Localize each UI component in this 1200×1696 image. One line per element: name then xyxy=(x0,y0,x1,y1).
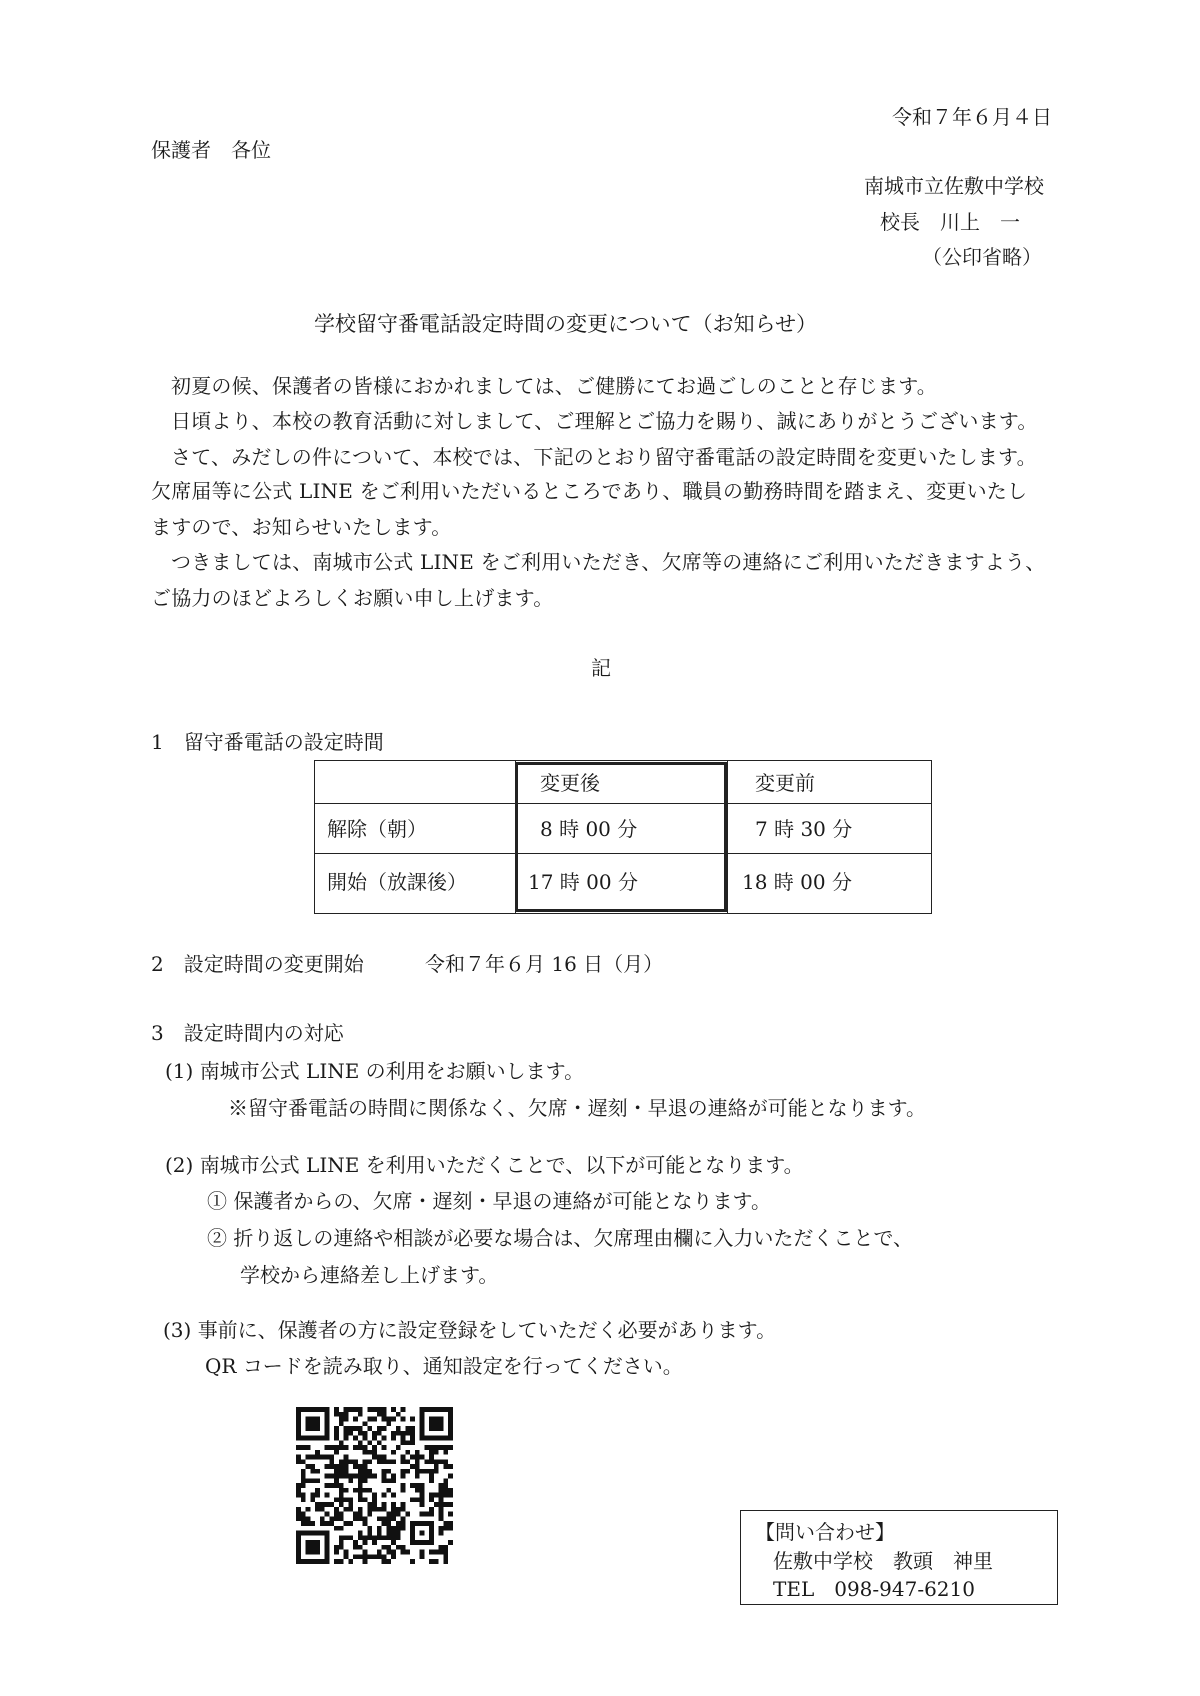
body-line-4: 欠席届等に公式 LINE をご利用いただいるところであり、職員の勤務時間を踏まえ、変更いたし xyxy=(151,479,1028,503)
section3-item2-b: ② 折り返しの連絡や相談が必要な場合は、欠席理由欄に入力いただくことで、 xyxy=(207,1226,913,1250)
section2-value: 令和７年６月 16 日（月） xyxy=(425,952,664,976)
sender-school: 南城市立佐敷中学校 xyxy=(864,174,1044,198)
section3-item1-note: ※留守番電話の時間に関係なく、欠席・遅刻・早退の連絡が可能となります。 xyxy=(228,1096,926,1120)
addressee: 保護者 各位 xyxy=(151,138,271,162)
table-cell-after: 17 時 00 分 xyxy=(528,870,638,894)
table-cell-before: 7 時 30 分 xyxy=(755,817,853,841)
section3-item2: (2) 南城市公式 LINE を利用いただくことで、以下が可能となります。 xyxy=(165,1153,804,1177)
qr-code-image[interactable] xyxy=(296,1407,453,1564)
ki-marker: 記 xyxy=(591,656,611,680)
table-cell-after: 8 時 00 分 xyxy=(540,817,638,841)
contact-person: 佐敷中学校 教頭 神里 xyxy=(773,1549,993,1573)
section3-heading: 3 設定時間内の対応 xyxy=(151,1021,344,1045)
table-header-after: 変更後 xyxy=(540,771,600,795)
document-date: 令和７年６月４日 xyxy=(892,105,1052,129)
section1-heading: 1 留守番電話の設定時間 xyxy=(151,730,384,754)
section3-item2-a: ① 保護者からの、欠席・遅刻・早退の連絡が可能となります。 xyxy=(207,1189,771,1213)
table-header-before: 変更前 xyxy=(755,771,815,795)
contact-heading: 【問い合わせ】 xyxy=(755,1520,895,1544)
table-row-label: 開始（放課後） xyxy=(327,870,467,894)
body-line-7: ご協力のほどよろしくお願い申し上げます。 xyxy=(151,586,554,610)
body-line-6: つきましては、南城市公式 LINE をご利用いただき、欠席等の連絡にご利用いただきますよう、 xyxy=(171,550,1046,574)
section3-item2-b-cont: 学校から連絡差し上げます。 xyxy=(240,1263,499,1287)
after-column-highlight xyxy=(515,762,727,912)
section3-item3-cont: QR コードを読み取り、通知設定を行ってください。 xyxy=(205,1354,683,1378)
body-line-5: ますので、お知らせいたします。 xyxy=(151,515,452,539)
table-row-label: 解除（朝） xyxy=(327,817,427,841)
section2-heading: 2 設定時間の変更開始 xyxy=(151,952,364,976)
contact-tel: TEL 098-947-6210 xyxy=(773,1577,975,1601)
section3-item1: (1) 南城市公式 LINE の利用をお願いします。 xyxy=(165,1059,585,1083)
contact-box xyxy=(740,1510,1058,1605)
sender-principal: 校長 川上 一 xyxy=(880,210,1020,234)
body-line-2: 日頃より、本校の教育活動に対しまして、ご理解とご協力を賜り、誠にありがとうございます。 xyxy=(171,409,1038,433)
body-line-1: 初夏の候、保護者の皆様におかれましては、ご健勝にてお過ごしのことと存じます。 xyxy=(171,374,937,398)
table-cell-before: 18 時 00 分 xyxy=(742,870,852,894)
section3-item3: (3) 事前に、保護者の方に設定登録をしていただく必要があります。 xyxy=(163,1318,777,1342)
seal-note: （公印省略） xyxy=(922,245,1042,269)
body-line-3: さて、みだしの件について、本校では、下記のとおり留守番電話の設定時間を変更いたします。 xyxy=(171,445,1037,469)
document-title: 学校留守番電話設定時間の変更について（お知らせ） xyxy=(314,312,817,336)
